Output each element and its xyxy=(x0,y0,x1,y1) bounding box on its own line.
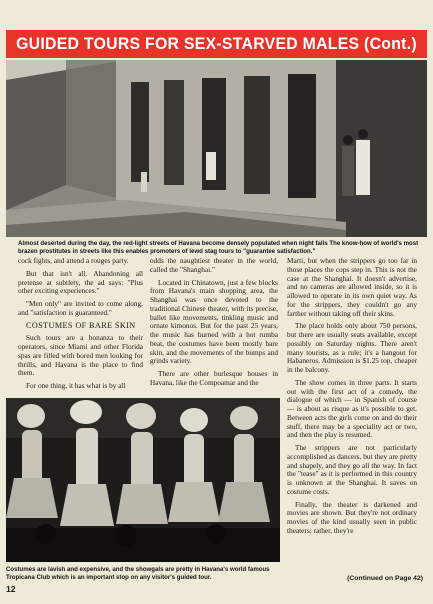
col3-paragraph-1: Marti, but when the strippers go too far in those places the cops step in. This is not the case at the Shanghai. It doesn't advertise, and no cameras are allowed inside, so it is allowed to operate in its own quiet way. As for the strippers, they couldn't go any farther without taking off their skins. xyxy=(287,256,417,318)
showgirls-photo xyxy=(6,398,280,562)
banner-title: GUIDED TOURS FOR SEX-STARVED MALES (Cont.) xyxy=(16,34,417,53)
col1-paragraph-1: cock fights, and attend a rouges party. xyxy=(18,256,129,265)
col3-paragraph-3: The show comes in three parts. It starts out with the first act of a comedy, the dialogue of which — in Spanish of course — is about as risque as it's possible to get. Between acts the girls come on and do their stuff, there may be a speciality act or two, and then the play is resumed. xyxy=(287,377,417,440)
col2-paragraph-3: There are other burlesque houses in Havana, like the Compoamar and the xyxy=(150,369,278,387)
article-column-1 xyxy=(18,257,143,395)
col1-paragraph-4: Such tours are a bonanza to their operators, since Miami and other Florida spas are filled with bored men looking for thrills, and Havana is the place to find them. xyxy=(18,333,143,378)
continued-on-notice: (Continued on Page 42) xyxy=(347,575,423,582)
page-number: 12 xyxy=(6,584,16,594)
col1-subhead: COSTUMES OF BARE SKIN xyxy=(26,320,136,330)
street-scene-photo xyxy=(6,60,427,237)
col2-paragraph-2: Located in Chinatown, just a few blocks from Havana's main shopping area, the Shanghai was once devoted to the traditional Chinese theater, with its precise, ballet like movements, tinkling music and ornate kimonos. But for the past 25 years, the music has burned with a hot rumba beat, the costumes have been mostly bare skin, and the movements of the bumps and grinds variety. xyxy=(150,277,278,366)
col3-paragraph-4: The strippers are not particularly accomplished as dancers, but they are pretty and shapely, and they go all the way. In fact the "tease" as it is performed in this country is unknown at the Shanghai. It saves on costume costs. xyxy=(287,443,417,496)
col3-paragraph-5: Finally, the theater is darkened and movies are shown. But they're not ordinary movies of the kind usually seen in public theaters; rather, they're xyxy=(287,499,417,535)
col1-paragraph-5: For one thing, it has what is by all xyxy=(26,381,126,390)
title-banner xyxy=(6,30,427,58)
col2-paragraph-1: odds the naughtiest theater in the world, called the "Shanghai." xyxy=(150,256,278,274)
top-photo-caption: Almost deserted during the day, the red-light streets of Havana become densely populated when night falls The know-how of world's most brazen prostitutes in streets like this enables promoters of lewd stag tours to "guarantee satisfaction." xyxy=(18,240,419,255)
col3-paragraph-2: The place holds only about 750 persons, but there are usually seats available, except possibly on Saturday nights. There aren't many tourists, as a rule; it's a hangout for Habaneros. Admission is $1.25 top, cheaper in the balcony. xyxy=(287,321,417,374)
article-column-2 xyxy=(150,257,278,392)
col1-paragraph-2: But that isn't all. Abandoning all pretense at subtlety, the ad says: "Plus other exciting experiences." xyxy=(18,268,143,296)
bottom-photo-caption: Costumes are lavish and expensive, and the showgals are pretty in Havana's world famous Tropicana Club which is an important stop on any visitor's guided tour. xyxy=(6,566,270,581)
article-column-3 xyxy=(287,257,417,540)
col1-paragraph-3: "Men only" are invited to come along, and "satisfaction is guaranteed." xyxy=(18,299,143,317)
